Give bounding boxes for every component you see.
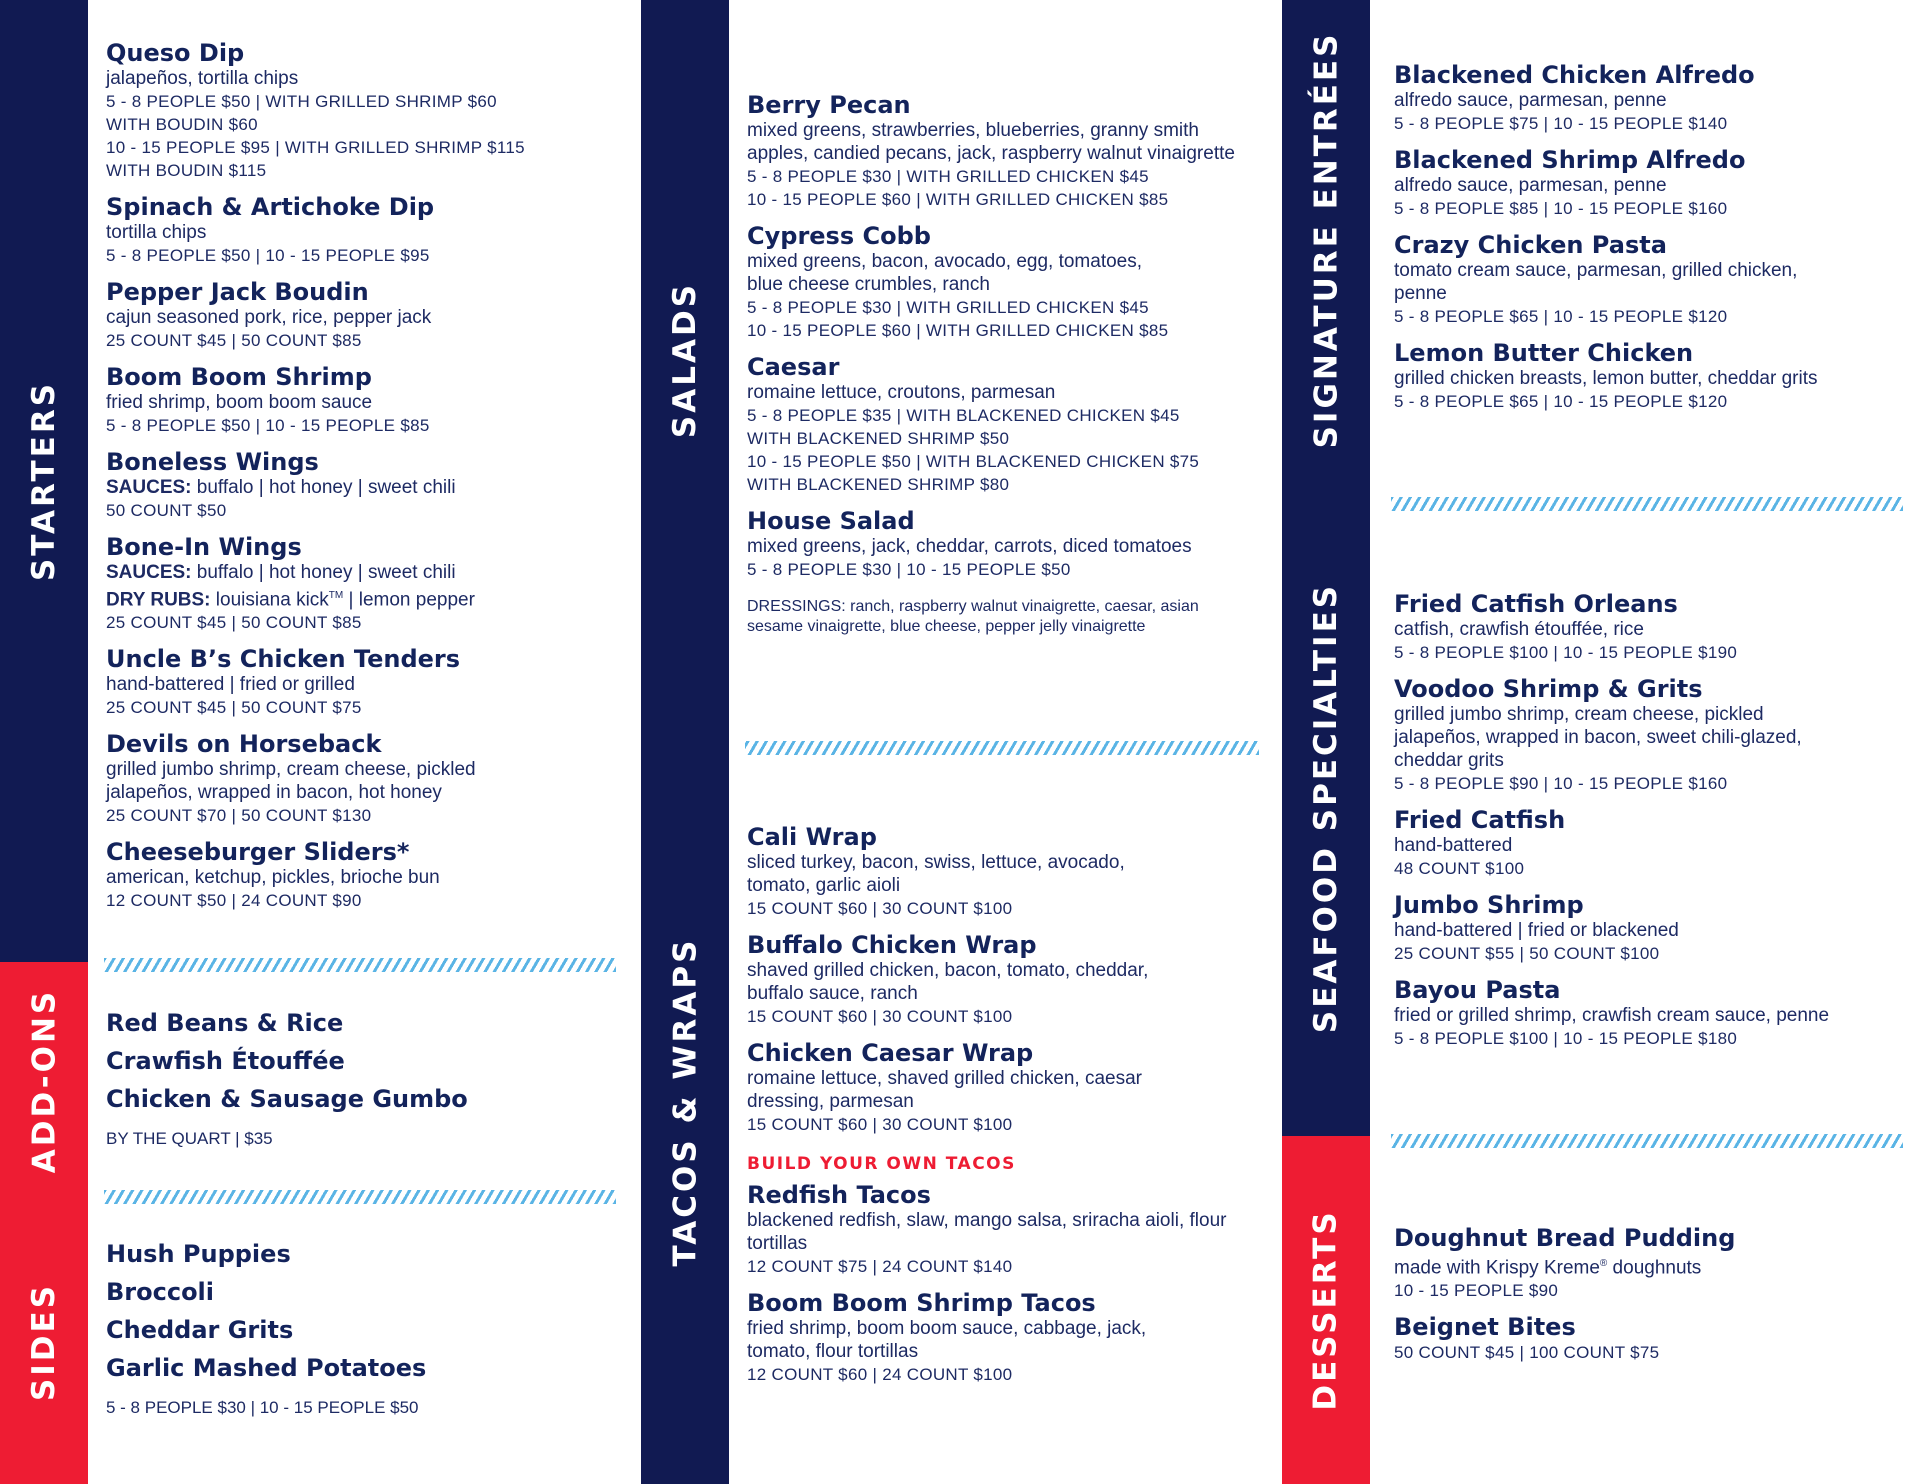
menu-item-lemon-butter [1394,340,1894,413]
dry-rubs-list: louisiana kick [210,589,329,611]
item-description: hand-battered | fried or blackened [1394,920,1679,941]
side-item: Cheddar Grits [106,1316,294,1344]
item-price: 5 - 8 PEOPLE $85 | 10 - 15 PEOPLE $160 [1394,199,1728,218]
item-name: Fried Catfish [1394,806,1566,834]
item-price: 25 COUNT $45 | 50 COUNT $85 [106,613,362,633]
item-price: 25 COUNT $70 | 50 COUNT $130 [106,806,372,826]
addons-price-note: BY THE QUART | $35 [106,1129,273,1148]
registered-mark: ® [1599,1258,1608,1269]
item-name: Queso Dip [106,39,245,67]
item-price: 5 - 8 PEOPLE $50 | 10 - 15 PEOPLE $85 [106,416,430,435]
menu-item-beignet-bites [1394,1314,1894,1364]
item-price: 50 COUNT $45 | 100 COUNT $75 [1394,1343,1660,1363]
side-item: Garlic Mashed Potatoes [106,1354,427,1382]
item-description: blackened redfish, slaw, mango salsa, sriracha aioli, flour tortillas [747,1210,1227,1254]
sides-price-note: 5 - 8 PEOPLE $30 | 10 - 15 PEOPLE $50 [106,1398,419,1417]
item-price: 15 COUNT $60 | 30 COUNT $100 [747,899,1013,918]
item-price: 48 COUNT $100 [1394,859,1525,878]
item-price: 25 COUNT $45 | 50 COUNT $85 [106,331,362,350]
menu-item-spinach [106,194,626,267]
menu-item-bread-pudding [1394,1225,1894,1302]
item-name: Blackened Chicken Alfredo [1394,61,1755,89]
menu-item-redfish-tacos [747,1182,1267,1278]
tacos-heading: TACOS & WRAPS [667,937,704,1267]
item-sauces [106,561,626,584]
item-description: grilled jumbo shrimp, cream cheese, pickled jalapeños, wrapped in bacon, sweet chili-glazed, cheddar grits [1394,704,1802,771]
dry-rubs-list: | lemon pepper [343,589,475,611]
item-description: catfish, crawfish étouffée, rice [1394,619,1644,640]
salads-heading: SALADS [667,281,703,439]
build-your-own-label: BUILD YOUR OWN TACOS [747,1154,1016,1174]
item-description: mixed greens, bacon, avocado, egg, tomatoes, blue cheese crumbles, ranch [747,251,1143,295]
item-price: 25 COUNT $45 | 50 COUNT $75 [106,698,362,718]
item-price: 5 - 8 PEOPLE $100 | 10 - 15 PEOPLE $190 [1394,643,1738,662]
addons-heading: ADD-ONS [26,988,62,1174]
menu-item-buffalo-wrap [747,932,1267,1028]
item-price: 5 - 8 PEOPLE $65 | 10 - 15 PEOPLE $120 [1394,307,1728,326]
seafood-list [1394,591,1904,1062]
addons-band [0,962,88,1200]
item-name: Boom Boom Shrimp Tacos [747,1289,1096,1317]
item-description: hand-battered [1394,835,1513,856]
desserts-band [1282,1136,1370,1484]
item-description: jalapeños, tortilla chips [106,68,299,89]
item-description: cajun seasoned pork, rice, pepper jack [106,307,432,328]
item-name: Crazy Chicken Pasta [1394,231,1667,259]
item-price: 50 COUNT $50 [106,501,227,520]
menu-item-tenders [106,646,626,719]
section-divider [1391,1134,1903,1148]
menu-item-cypress-cobb [747,223,1267,342]
sauces-list: buffalo | hot honey | sweet chili [191,562,456,583]
item-name: Cheeseburger Sliders* [106,838,410,867]
item-description: alfredo sauce, parmesan, penne [1394,90,1667,111]
menu-item-caesar [747,354,1267,496]
item-description: grilled chicken breasts, lemon butter, cheddar grits [1394,368,1818,389]
menu-item-voodoo-shrimp [1394,676,1904,795]
item-name: Bone-In Wings [106,533,302,561]
item-name: Chicken Caesar Wrap [747,1039,1034,1067]
item-description: alfredo sauce, parmesan, penne [1394,175,1667,196]
item-description: hand-battered | fried or grilled [106,674,355,696]
menu-item-chicken-alfredo [1394,62,1894,135]
item-price: 5 - 8 PEOPLE $75 | 10 - 15 PEOPLE $140 [1394,114,1728,133]
item-name: Blackened Shrimp Alfredo [1394,146,1746,174]
item-name: Lemon Butter Chicken [1394,339,1694,367]
addon-item: Crawfish Étouffée [106,1047,345,1075]
wraps-list [747,824,1267,1398]
dressings-note: DRESSINGS: ranch, raspberry walnut vinaigrette, caesar, asian sesame vinaigrette, blue cheese, pepper jelly vinaigrette [747,598,1199,635]
item-name: Uncle B’s Chicken Tenders [106,645,461,674]
starters-band [0,0,88,962]
menu-item-queso [106,40,626,182]
signature-band [1282,0,1370,480]
sides-band [0,1200,88,1484]
seafood-heading: SEAFOOD SPECIALTIES [1308,582,1344,1034]
item-description: tomato cream sauce, parmesan, grilled chicken, penne [1394,260,1798,304]
item-price: 5 - 8 PEOPLE $50 | WITH GRILLED SHRIMP $60 [106,92,497,111]
sides-list [106,1239,626,1419]
menu-item-catfish-orleans [1394,591,1904,664]
item-price: 5 - 8 PEOPLE $65 | 10 - 15 PEOPLE $120 [1394,392,1728,411]
signature-list [1394,62,1894,425]
starters-list [106,40,626,924]
item-price: WITH BLACKENED SHRIMP $50 [747,429,1010,448]
menu-item-boom-shrimp [106,364,626,437]
menu-item-jumbo-shrimp [1394,892,1904,965]
item-price: 10 - 15 PEOPLE $95 | WITH GRILLED SHRIMP $115 [106,138,525,157]
desserts-heading: DESSERTS [1308,1209,1345,1411]
item-description: mixed greens, jack, cheddar, carrots, diced tomatoes [747,536,1192,557]
section-divider [1391,497,1903,511]
item-description: grilled jumbo shrimp, cream cheese, pickled jalapeños, wrapped in bacon, hot honey [106,759,476,804]
menu-item-bone-in-wings [106,534,626,634]
item-name: Caesar [747,353,840,381]
section-divider [745,741,1259,755]
item-description: sliced turkey, bacon, swiss, lettuce, avocado, tomato, garlic aioli [747,852,1125,896]
sides-heading: SIDES [26,1282,63,1402]
menu-item-sliders [106,839,626,912]
item-price: 15 COUNT $60 | 30 COUNT $100 [747,1115,1013,1134]
item-description: american, ketchup, pickles, brioche bun [106,867,440,889]
item-price: 5 - 8 PEOPLE $50 | 10 - 15 PEOPLE $95 [106,246,430,265]
salads-list [747,92,1267,637]
item-description: shaved grilled chicken, bacon, tomato, cheddar, buffalo sauce, ranch [747,960,1149,1004]
item-description: romaine lettuce, shaved grilled chicken, caesar dressing, parmesan [747,1068,1142,1112]
item-name: Cali Wrap [747,823,877,851]
signature-heading: SIGNATURE ENTRÉES [1308,31,1344,449]
side-item: Broccoli [106,1278,215,1306]
menu-item-devils [106,731,626,827]
sauces-label: SAUCES: [106,562,192,583]
item-name: Doughnut Bread Pudding [1394,1224,1736,1252]
item-name: Fried Catfish Orleans [1394,590,1678,618]
item-description [1394,1252,1894,1279]
item-name: Devils on Horseback [106,730,382,759]
item-dry-rubs [106,584,626,611]
item-name: House Salad [747,507,915,535]
tacos-band [641,720,729,1484]
item-name: Spinach & Artichoke Dip [106,193,435,221]
item-price: 10 - 15 PEOPLE $60 | WITH GRILLED CHICKEN $85 [747,321,1169,340]
dry-rubs-label: DRY RUBS: [106,589,211,611]
item-name: Redfish Tacos [747,1181,931,1209]
item-price: 15 COUNT $60 | 30 COUNT $100 [747,1007,1013,1026]
item-price: WITH BOUDIN $115 [106,161,267,180]
item-price: 5 - 8 PEOPLE $30 | WITH GRILLED CHICKEN $45 [747,298,1149,317]
section-divider [104,1190,616,1204]
menu-item-boneless-wings [106,449,626,522]
salads-band [641,0,729,720]
item-name: Beignet Bites [1394,1313,1576,1342]
item-price: 10 - 15 PEOPLE $50 | WITH BLACKENED CHICKEN $75 [747,452,1200,471]
menu-item-fried-catfish [1394,807,1904,880]
menu-item-house-salad [747,508,1267,581]
menu-item-crazy-pasta [1394,232,1894,328]
item-name: Pepper Jack Boudin [106,278,369,306]
sauces-list: buffalo | hot honey | sweet chili [191,477,456,498]
description-text: made with Krispy Kreme [1394,1257,1600,1279]
section-divider [104,958,616,972]
item-price: WITH BLACKENED SHRIMP $80 [747,475,1010,494]
item-name: Jumbo Shrimp [1394,891,1584,919]
item-name: Bayou Pasta [1394,976,1561,1004]
menu-item-bayou-pasta [1394,977,1904,1050]
item-sauces [106,476,626,499]
item-price: 10 - 15 PEOPLE $90 [1394,1281,1559,1301]
addons-list [106,1008,626,1150]
menu-item-berry-pecan [747,92,1267,211]
menu-item-boom-tacos [747,1290,1267,1386]
item-name: Berry Pecan [747,91,911,119]
item-description: fried shrimp, boom boom sauce [106,392,373,413]
item-name: Buffalo Chicken Wrap [747,931,1037,959]
menu-item-boudin [106,279,626,352]
item-price: 5 - 8 PEOPLE $100 | 10 - 15 PEOPLE $180 [1394,1029,1738,1048]
item-price: 5 - 8 PEOPLE $35 | WITH BLACKENED CHICKEN $45 [747,406,1180,425]
item-name: Cypress Cobb [747,222,931,250]
item-description: romaine lettuce, croutons, parmesan [747,382,1056,403]
description-text: doughnuts [1607,1257,1702,1279]
seafood-band [1282,480,1370,1136]
starters-heading: STARTERS [26,380,62,582]
sauces-label: SAUCES: [106,477,192,498]
menu-item-shrimp-alfredo [1394,147,1894,220]
menu-item-cali-wrap [747,824,1267,920]
desserts-list [1394,1225,1894,1376]
trademark-mark: TM [328,590,344,601]
item-price: 25 COUNT $55 | 50 COUNT $100 [1394,944,1660,963]
item-price: 5 - 8 PEOPLE $90 | 10 - 15 PEOPLE $160 [1394,774,1728,793]
item-name: Boom Boom Shrimp [106,363,372,391]
item-name: Voodoo Shrimp & Grits [1394,675,1703,703]
item-description: mixed greens, strawberries, blueberries, granny smith apples, candied pecans, jack, raspberry walnut vinaigrette [747,120,1235,164]
side-item: Hush Puppies [106,1240,291,1268]
addon-item: Chicken & Sausage Gumbo [106,1085,468,1113]
item-price: WITH BOUDIN $60 [106,115,258,134]
item-price: 10 - 15 PEOPLE $60 | WITH GRILLED CHICKEN $85 [747,190,1169,209]
item-description: tortilla chips [106,222,207,243]
addon-item: Red Beans & Rice [106,1009,344,1037]
menu-item-caesar-wrap [747,1040,1267,1136]
item-price: 12 COUNT $75 | 24 COUNT $140 [747,1257,1013,1276]
item-name: Boneless Wings [106,448,319,476]
item-price: 5 - 8 PEOPLE $30 | 10 - 15 PEOPLE $50 [747,560,1071,579]
item-price: 12 COUNT $60 | 24 COUNT $100 [747,1365,1013,1384]
item-price: 5 - 8 PEOPLE $30 | WITH GRILLED CHICKEN $45 [747,167,1149,186]
item-description: fried shrimp, boom boom sauce, cabbage, jack, tomato, flour tortillas [747,1318,1147,1362]
item-price: 12 COUNT $50 | 24 COUNT $90 [106,891,362,911]
item-description: fried or grilled shrimp, crawfish cream sauce, penne [1394,1005,1830,1026]
